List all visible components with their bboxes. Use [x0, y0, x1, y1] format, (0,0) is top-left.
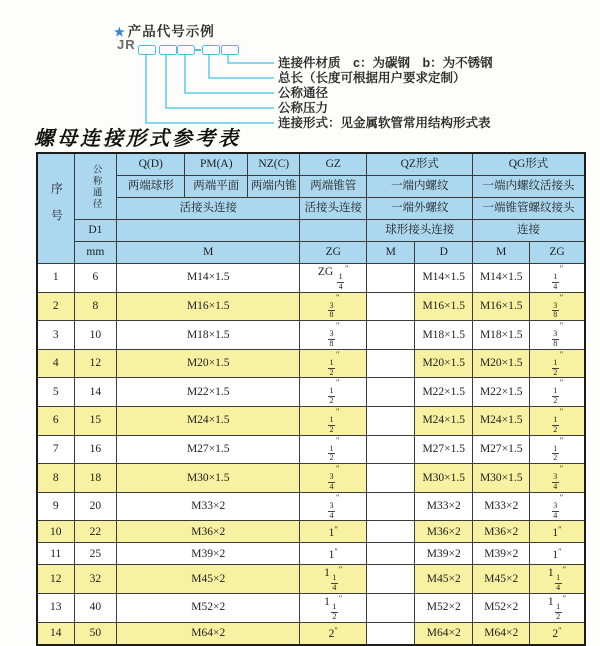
table-row — [37, 378, 585, 407]
inch-mark: ″ — [335, 434, 340, 445]
header-empty-gz — [300, 220, 367, 242]
inch-mark: ″ — [559, 405, 564, 416]
cell-m: M24×1.5 — [117, 406, 300, 435]
cell-qg-zg — [530, 349, 585, 378]
cell-dn: 10 — [74, 321, 117, 350]
inch-mark: ″ — [558, 624, 562, 635]
cell-dn: 40 — [74, 593, 117, 622]
cell-gz-zg: 1″ — [300, 543, 367, 565]
cell-dn: 50 — [74, 622, 117, 645]
cell-gz-zg — [300, 406, 367, 435]
inch-mark: ″ — [335, 405, 340, 416]
cell-m: M64×2 — [117, 622, 300, 645]
code-prefix: JR — [117, 37, 136, 52]
fraction: $\frac{3}{4}$ — [329, 472, 334, 491]
cell-m: M20×1.5 — [117, 349, 300, 378]
cell-gz-zg — [300, 435, 367, 464]
table-row — [37, 349, 585, 378]
cell-qg-zg — [530, 264, 585, 293]
cell-dn: 12 — [74, 349, 117, 378]
cell-qg-m: M36×2 — [473, 521, 530, 543]
fraction: $\frac{1}{2}$ — [553, 443, 558, 463]
cell-seq: 9 — [37, 492, 74, 521]
cell-m: M14×1.5 — [117, 264, 300, 293]
cell-m: M45×2 — [117, 565, 300, 594]
fraction: $\frac{3}{4}$ — [329, 500, 334, 520]
inch-mark: ″ — [338, 592, 343, 603]
cell-qg-zg — [530, 321, 585, 350]
code-label-connection: 连接形式：见金属软管常用结构形式表 — [278, 116, 491, 130]
cell-dn: 6 — [74, 264, 117, 293]
cell-qz-m — [367, 565, 415, 594]
fraction: $\frac{1}{4}$ — [553, 272, 558, 291]
inch-mark: ″ — [559, 291, 564, 302]
cell-seq: 13 — [37, 593, 74, 622]
cell-qz-d: M22×1.5 — [415, 378, 473, 407]
cell-seq: 3 — [37, 321, 74, 350]
inch-mark: ″ — [335, 320, 340, 331]
inch-mark: ″ — [335, 463, 340, 474]
cell-gz-zg — [300, 321, 367, 350]
inch-mark: ″ — [562, 564, 567, 575]
inch-mark: ″ — [334, 624, 338, 635]
cell-qg-m: M52×2 — [473, 593, 530, 622]
header-union-conn: 活接头连接 — [117, 198, 300, 220]
cell-seq: 4 — [37, 349, 74, 378]
table-row — [37, 543, 585, 565]
cell-m: M27×1.5 — [117, 435, 300, 464]
inch-mark: ″ — [559, 348, 564, 359]
fraction: $\frac{3}{8}$ — [553, 300, 558, 320]
cell-qz-d: M27×1.5 — [415, 435, 473, 464]
cell-qz-m — [367, 321, 415, 350]
table-row — [37, 321, 585, 350]
cell-seq: 11 — [37, 543, 74, 565]
cell-seq: 7 — [37, 435, 74, 464]
cell-gz-zg — [300, 378, 367, 407]
nut-connection-table — [36, 152, 586, 646]
fraction: $\frac{1}{2}$ — [329, 414, 334, 434]
code-label-pressure: 公称压力 — [278, 101, 329, 115]
cell-gz-zg — [300, 492, 367, 521]
cell-qg-m: M22×1.5 — [473, 378, 530, 407]
table-row — [37, 492, 585, 521]
fraction: $\frac{1}{4}$ — [556, 573, 561, 593]
cell-qg-m: M14×1.5 — [473, 264, 530, 293]
cell-gz-zg: 2″ — [300, 622, 367, 645]
cell-qz-m — [367, 521, 415, 543]
cell-gz-zg — [300, 464, 367, 493]
header-empty-left — [117, 220, 300, 242]
cell-qz-d: M64×2 — [415, 622, 473, 645]
table-row — [37, 521, 585, 543]
header-col-qz: QZ形式 — [367, 153, 473, 176]
cell-m: M36×2 — [117, 521, 300, 543]
cell-qz-d: M45×2 — [415, 565, 473, 594]
table-row — [37, 406, 585, 435]
inch-mark: ″ — [334, 545, 338, 556]
cell-qg-zg: 1 $\frac{1}{2}$ ″ — [530, 593, 585, 622]
cell-seq: 12 — [37, 565, 74, 594]
cell-qg-zg — [530, 292, 585, 321]
header-col-gz: GZ — [300, 153, 367, 176]
fraction: $\frac{1}{2}$ — [329, 357, 334, 377]
inch-mark: ″ — [335, 491, 340, 502]
cell-qg-zg — [530, 492, 585, 521]
table-row — [37, 593, 585, 622]
cell-qz-m — [367, 435, 415, 464]
cell-qg-m: M39×2 — [473, 543, 530, 565]
cell-seq: 14 — [37, 622, 74, 645]
table-row — [37, 464, 585, 493]
cell-m: M39×2 — [117, 543, 300, 565]
cell-qz-d: M20×1.5 — [415, 349, 473, 378]
header-d1: D1 — [74, 220, 117, 242]
cell-qz-d: M24×1.5 — [415, 406, 473, 435]
cell-qz-m — [367, 593, 415, 622]
inch-mark: ″ — [559, 377, 564, 388]
cell-qg-m: M33×2 — [473, 492, 530, 521]
cell-seq: 1 — [37, 264, 74, 293]
inch-mark: ″ — [558, 523, 562, 534]
cell-dn: 14 — [74, 378, 117, 407]
cell-seq: 8 — [37, 464, 74, 493]
cell-dn: 32 — [74, 565, 117, 594]
cell-m: M22×1.5 — [117, 378, 300, 407]
cell-gz-zg: 1 $\frac{1}{2}$ ″ — [300, 593, 367, 622]
cell-qz-m — [367, 464, 415, 493]
code-label-material: 连接件材质 c：为碳钢 b：为不锈钢 — [278, 56, 493, 70]
cell-qg-m: M16×1.5 — [473, 292, 530, 321]
cell-qz-d: M16×1.5 — [415, 292, 473, 321]
header-qg-desc2: 一端锥管螺纹接头 — [473, 198, 585, 220]
inch-mark: ″ — [562, 592, 567, 603]
cell-qz-d: M30×1.5 — [415, 464, 473, 493]
cell-qg-zg: 2″ — [530, 622, 585, 645]
table-row — [37, 565, 585, 594]
inch-mark: ″ — [338, 564, 343, 575]
cell-m: M18×1.5 — [117, 321, 300, 350]
cell-qg-m: M20×1.5 — [473, 349, 530, 378]
header-gz-zg-label: ZG — [300, 242, 367, 264]
cell-qg-m: M18×1.5 — [473, 321, 530, 350]
cell-qz-m — [367, 406, 415, 435]
inch-mark: ″ — [559, 320, 564, 331]
code-label-diameter: 公称通径 — [278, 86, 329, 100]
cell-m: M30×1.5 — [117, 464, 300, 493]
cell-dn: 15 — [74, 406, 117, 435]
cell-qg-m: M24×1.5 — [473, 406, 530, 435]
cell-qg-zg — [530, 378, 585, 407]
cell-qg-m: M27×1.5 — [473, 435, 530, 464]
header-col-pm: PM(A) — [185, 153, 248, 176]
cell-m: M52×2 — [117, 593, 300, 622]
cell-gz-zg: 1 $\frac{1}{4}$ ″ — [300, 565, 367, 594]
cell-qz-d: M14×1.5 — [415, 264, 473, 293]
fraction: $\frac{1}{2}$ — [556, 601, 561, 621]
cell-qg-m: M64×2 — [473, 622, 530, 645]
header-col-q: Q(D) — [117, 153, 185, 176]
cell-qg-zg — [530, 435, 585, 464]
header-pm-desc: 两端平面 — [185, 176, 248, 198]
fraction: $\frac{3}{8}$ — [329, 300, 334, 320]
table-row — [37, 264, 585, 293]
cell-gz-zg: ZG $\frac{1}{4}$ ″ — [300, 264, 367, 293]
cell-qz-m — [367, 349, 415, 378]
inch-mark: ″ — [559, 434, 564, 445]
fraction: $\frac{3}{8}$ — [329, 329, 334, 348]
table-row — [37, 435, 585, 464]
table-row — [37, 622, 585, 645]
header-col-nz: NZ(C) — [248, 153, 300, 176]
cell-seq: 6 — [37, 406, 74, 435]
cell-qz-m — [367, 264, 415, 293]
header-m-label: M — [117, 242, 300, 264]
cell-qz-m — [367, 543, 415, 565]
fraction: $\frac{3}{8}$ — [553, 329, 558, 348]
inch-mark: ″ — [335, 291, 340, 302]
table-body — [37, 264, 585, 645]
cell-qg-zg: 1″ — [530, 521, 585, 543]
inch-mark: ″ — [335, 377, 340, 388]
cell-qg-zg: 1″ — [530, 543, 585, 565]
header-seq: 序号 — [37, 153, 74, 264]
header-col-qg: QG形式 — [473, 153, 585, 176]
cell-qz-d: M52×2 — [415, 593, 473, 622]
cell-qz-m — [367, 292, 415, 321]
header-qz-d-label: D — [415, 242, 473, 264]
header-qg-desc1: 一端内螺纹活接头 — [473, 176, 585, 198]
star-icon: ★ — [114, 25, 126, 39]
cell-gz-zg — [300, 349, 367, 378]
cell-dn: 8 — [74, 292, 117, 321]
cell-qz-m — [367, 492, 415, 521]
cell-qz-d: M39×2 — [415, 543, 473, 565]
header-qz-conn: 球形接头连接 — [367, 220, 473, 242]
cell-qz-d: M18×1.5 — [415, 321, 473, 350]
fraction: $\frac{1}{2}$ — [329, 443, 334, 463]
fraction: $\frac{3}{4}$ — [553, 500, 558, 520]
table-title: 螺母连接形式参考表 — [34, 126, 241, 150]
cell-qg-m: M30×1.5 — [473, 464, 530, 493]
cell-qz-m — [367, 378, 415, 407]
inch-mark: ″ — [335, 348, 340, 359]
inch-mark: ″ — [559, 491, 564, 502]
cell-qz-d: M33×2 — [415, 492, 473, 521]
cell-m: M33×2 — [117, 492, 300, 521]
inch-mark: ″ — [559, 263, 564, 273]
cell-dn: 16 — [74, 435, 117, 464]
fraction: $\frac{1}{2}$ — [553, 386, 558, 406]
table-header — [37, 153, 585, 264]
fraction: $\frac{1}{2}$ — [553, 357, 558, 377]
cell-dn: 22 — [74, 521, 117, 543]
header-qg-m-label: M — [473, 242, 530, 264]
header-unit: mm — [74, 242, 117, 264]
header-gz-desc: 两端锥管 — [300, 176, 367, 198]
header-qz-m-label: M — [367, 242, 415, 264]
fraction: $\frac{1}{2}$ — [553, 414, 558, 434]
header-qz-desc1: 一端内螺纹 — [367, 176, 473, 198]
cell-qg-zg — [530, 464, 585, 493]
cell-seq: 5 — [37, 378, 74, 407]
cell-dn: 25 — [74, 543, 117, 565]
cell-m: M16×1.5 — [117, 292, 300, 321]
inch-mark: ″ — [558, 545, 562, 556]
cell-gz-zg: 1″ — [300, 521, 367, 543]
fraction: $\frac{1}{2}$ — [329, 386, 334, 406]
cell-seq: 2 — [37, 292, 74, 321]
header-nz-desc: 两端内锥 — [248, 176, 300, 198]
cell-qz-d: M36×2 — [415, 521, 473, 543]
code-label-length: 总长（长度可根据用户要求定制） — [278, 71, 466, 85]
cell-seq: 10 — [37, 521, 74, 543]
cell-qg-zg — [530, 406, 585, 435]
fraction: $\frac{3}{4}$ — [553, 472, 558, 491]
fraction: $\frac{1}{2}$ — [332, 601, 337, 621]
header-qg-conn: 连接 — [473, 220, 585, 242]
cell-qg-m: M45×2 — [473, 565, 530, 594]
header-qg-zg-label: ZG — [530, 242, 585, 264]
header-qz-desc2: 一端外螺纹 — [367, 198, 473, 220]
header-dn: 公称通径 — [74, 153, 117, 220]
fraction: $\frac{1}{4}$ — [332, 573, 337, 593]
header-gz-conn: 活接头连接 — [300, 198, 367, 220]
inch-mark: ″ — [345, 263, 349, 273]
cell-dn: 20 — [74, 492, 117, 521]
cell-qz-m — [367, 622, 415, 645]
table-row — [37, 292, 585, 321]
cell-dn: 18 — [74, 464, 117, 493]
product-code-example-label: 产品代号示例 — [127, 24, 215, 39]
inch-mark: ″ — [559, 463, 564, 474]
fraction: $\frac{1}{4}$ — [338, 272, 343, 291]
cell-gz-zg — [300, 292, 367, 321]
cell-qg-zg: 1 $\frac{1}{4}$ ″ — [530, 565, 585, 594]
inch-mark: ″ — [334, 523, 338, 534]
header-q-desc: 两端球形 — [117, 176, 185, 198]
